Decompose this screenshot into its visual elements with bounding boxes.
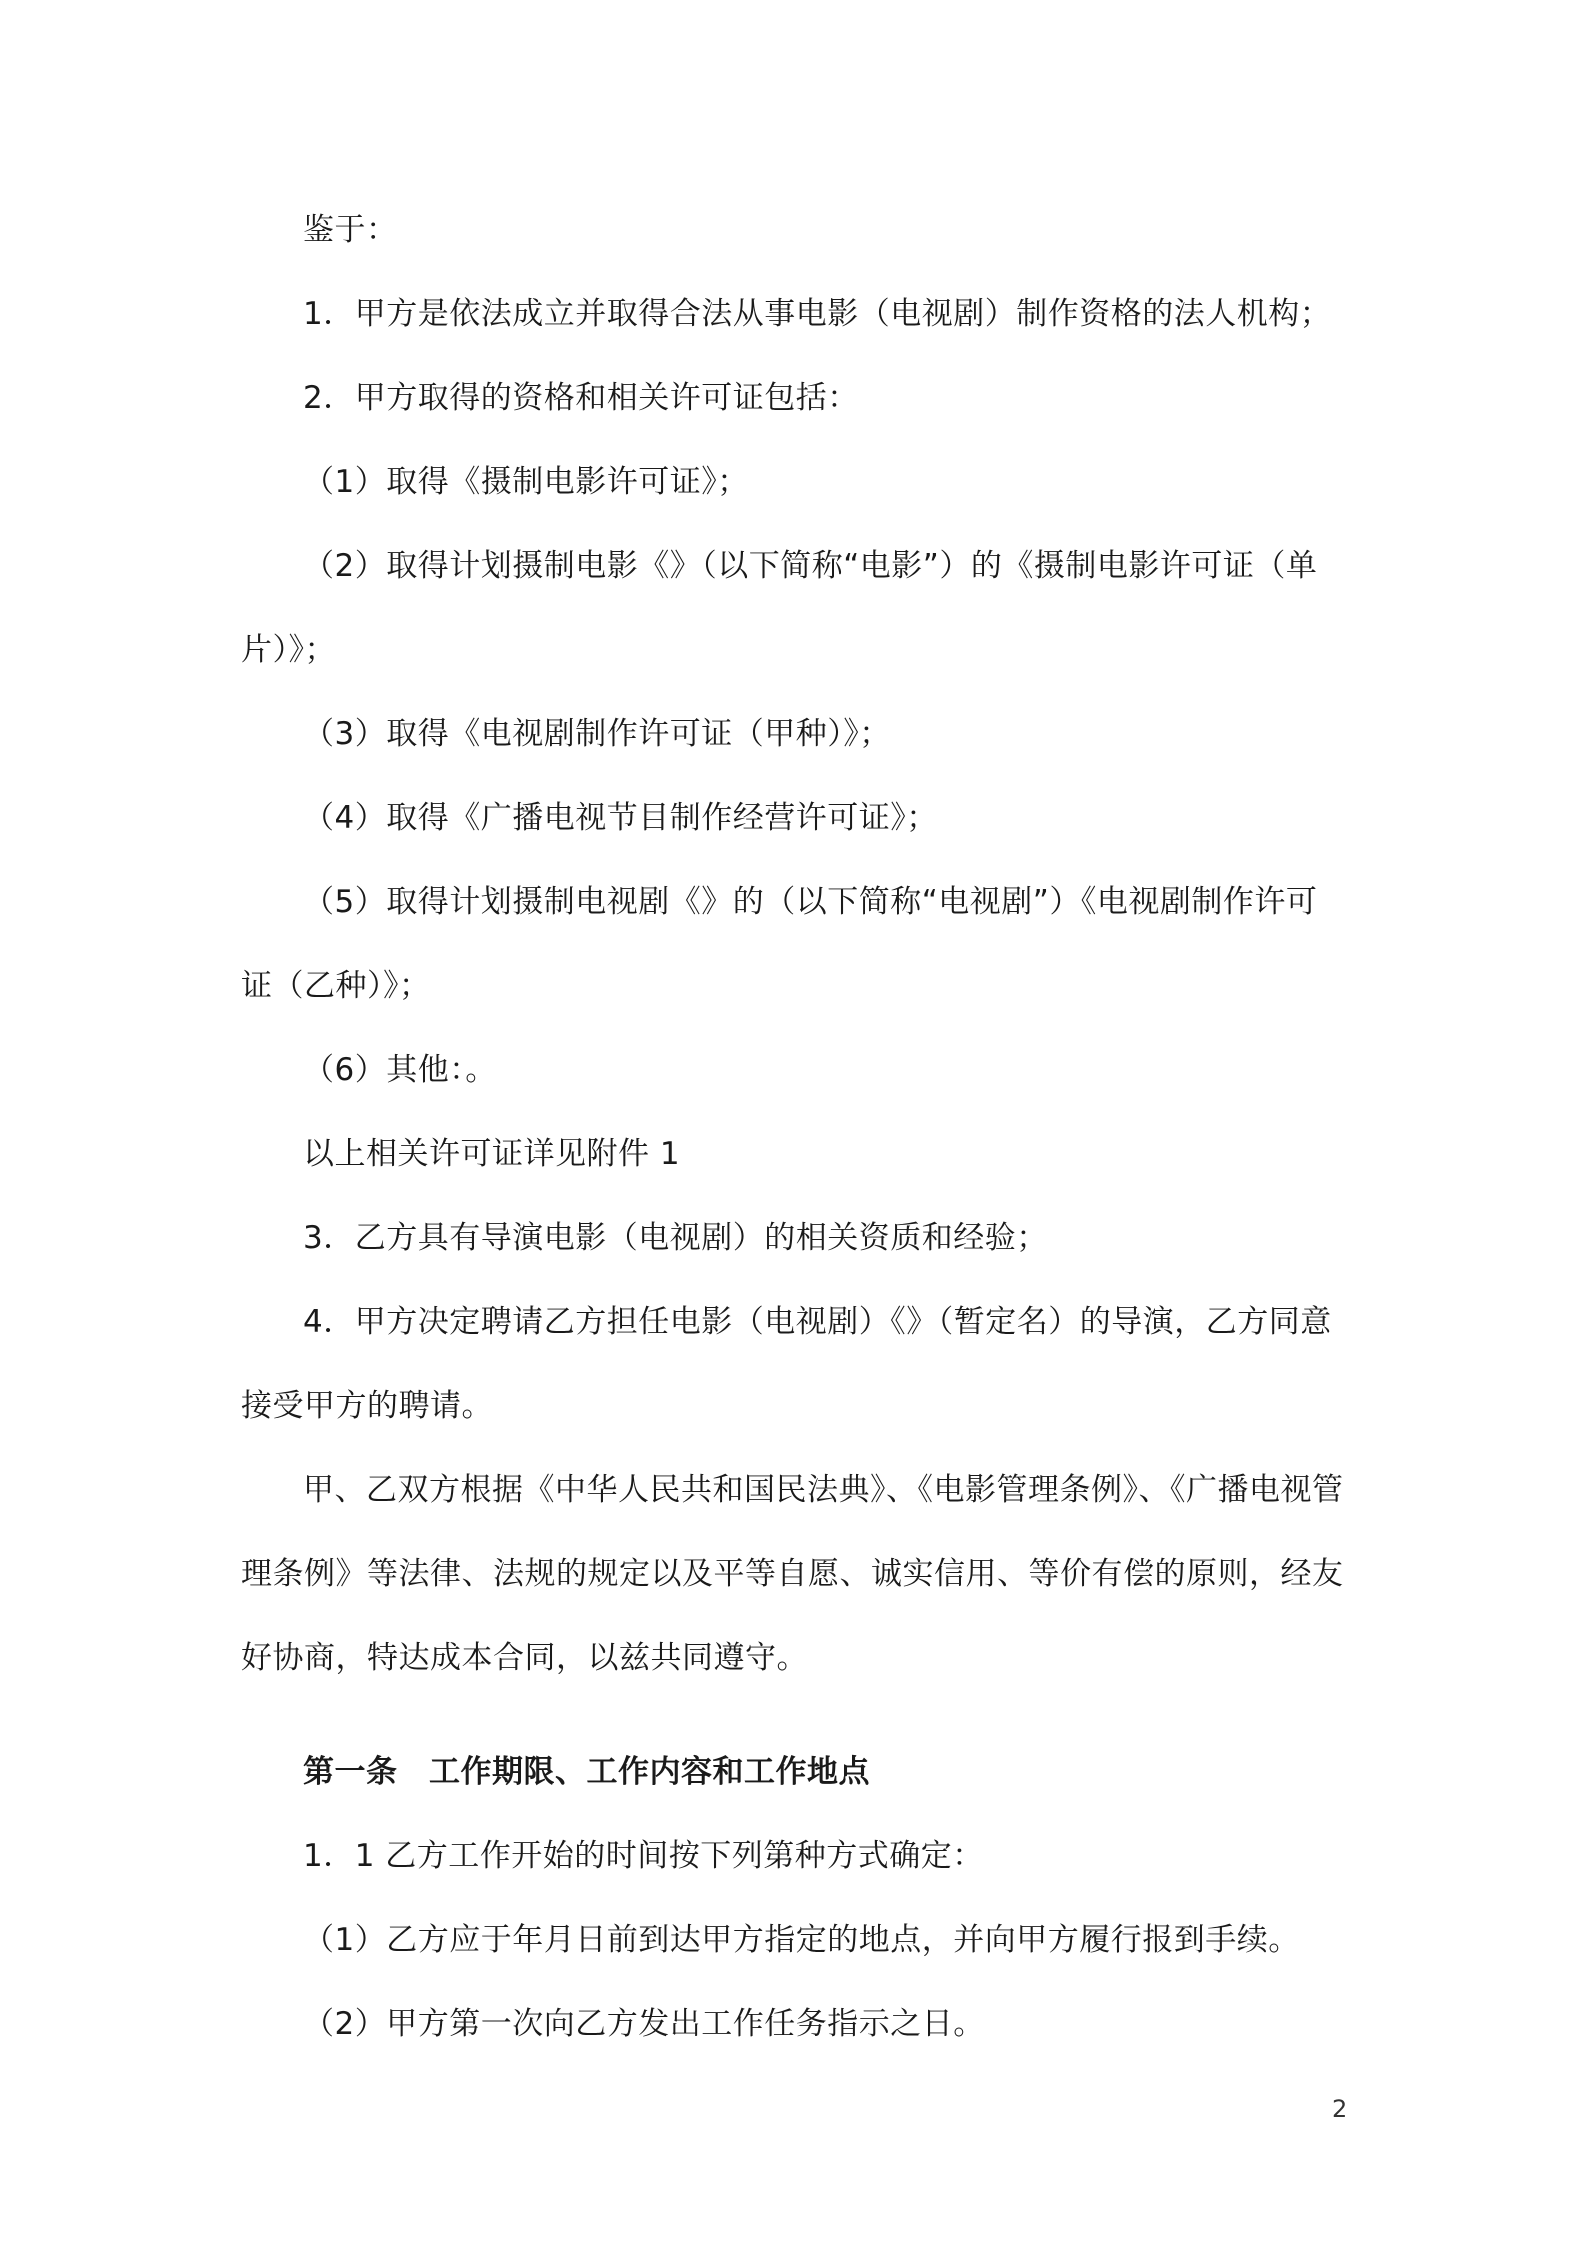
paragraph-legal-basis-line-2: 理条例》等法律、法规的规定以及平等自愿、诚实信用、等价有偿的原则，经友 <box>241 1556 1344 1592</box>
sub-item-3: （3）取得《电视剧制作许可证（甲种）》； <box>303 716 891 752</box>
paragraph-item-2: 2．甲方取得的资格和相关许可证包括： <box>303 380 859 416</box>
paragraph-item-3: 3．乙方具有导演电影（电视剧）的相关资质和经验； <box>303 1220 1048 1256</box>
clause-1-1-option-1: （1）乙方应于年月日前到达甲方指定的地点，并向甲方履行报到手续。 <box>303 1922 1300 1958</box>
sub-item-2: （2）取得计划摄制电影《》（以下简称“电影”）的《摄制电影许可证（单 <box>303 548 1318 584</box>
paragraph-item-4-continued: 接受甲方的聘请。 <box>241 1388 493 1424</box>
sub-item-6: （6）其他：。 <box>303 1052 497 1088</box>
sub-item-2-continued: 片）》； <box>241 632 336 668</box>
sub-item-5: （5）取得计划摄制电视剧《》的（以下简称“电视剧”）《电视剧制作许可 <box>303 884 1318 920</box>
sub-item-1: （1）取得《摄制电影许可证》； <box>303 464 749 500</box>
article-1-heading: 第一条 工作期限、工作内容和工作地点 <box>303 1754 870 1790</box>
paragraph-item-4: 4．甲方决定聘请乙方担任电影（电视剧）《》（暂定名）的导演，乙方同意 <box>303 1304 1332 1340</box>
clause-1-1: 1．1 乙方工作开始的时间按下列第种方式确定： <box>303 1838 984 1874</box>
sub-item-5-continued: 证（乙种）》； <box>241 968 431 1004</box>
paragraph-attachment-note: 以上相关许可证详见附件 1 <box>303 1136 681 1172</box>
page-number: 2 <box>1332 2095 1348 2123</box>
sub-item-4: （4）取得《广播电视节目制作经营许可证》； <box>303 800 938 836</box>
paragraph-whereas-heading: 鉴于： <box>303 212 398 248</box>
paragraph-legal-basis: 甲、乙双方根据《中华人民共和国民法典》、《电影管理条例》、《广播电视管 <box>303 1472 1344 1508</box>
clause-1-1-option-2: （2）甲方第一次向乙方发出工作任务指示之日。 <box>303 2006 985 2042</box>
paragraph-item-1: 1．甲方是依法成立并取得合法从事电影（电视剧）制作资格的法人机构； <box>303 296 1332 332</box>
paragraph-legal-basis-line-3: 好协商，特达成本合同，以兹共同遵守。 <box>241 1640 808 1676</box>
